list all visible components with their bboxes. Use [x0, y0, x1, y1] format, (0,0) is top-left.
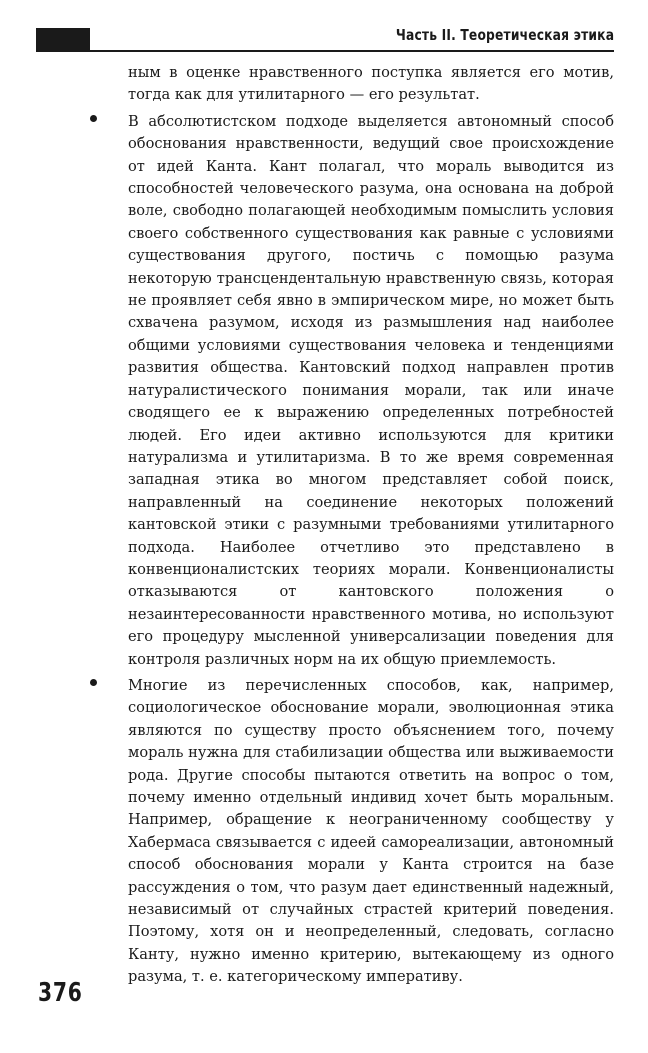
running-header [36, 24, 614, 52]
header-black-bar [36, 28, 90, 50]
continuation-paragraph: ным в оценке нравственного поступка является его мотив, тогда как для утилитарного — его результат. [128, 64, 614, 104]
bullet-paragraph-2: Многие из перечисленных способов, как, например, социологическое обоснование морали, эволюционная этика являются по существу просто объяснением того, почему мораль нужна для стабилизации общества или выживаемости рода. Другие способы пытаются ответить на вопрос о том, почему именно отдельный индивид хочет быть моральным. Например, обращение к неограниченному сообществу у Хабермаса связывается с идеей самореализации, автономный способ обоснования морали у Канта строится на базе рассуждения о том, что разум дает единственный надежный, независимый от случайных страстей критерий поведения. Поэтому, хотя он и неопределенный, следовать, согласно Канту, нужно именно критерию, вытекающему из одного разума, т. е. категорическому императиву. [128, 676, 614, 986]
bullet-paragraph-1: В абсолютистском подходе выделяется автономный способ обоснования нравственности, ведущий свое происхождение от идей Канта. Кант полагал, что мораль выводится из способностей человеческого разума, она основана на доброй воле, свободно полагающей необходимым помыслить условия своего собственного существования как равные с условиями существования другого, постичь с помощью разума некоторую трансцендентальную нравственную связь, которая не проявляет себя явно в эмпирическом мире, но может быть схвачена разумом, исходя из размышления над наиболее общими условиями существования человека и тенденциями развития общества. Кантовский подход направлен против натуралистического понимания морали, так или иначе сводящего ее к выражению определенных потребностей людей. Его идеи активно используются для критики натурализма и утилитаризма. В то же время современная западная этика во многом представляет собой поиск, направленный на соединение некоторых положений кантовской этики с разумными требованиями утилитарного подхода. Наиболее отчетливо это представлено в конвенционалистских теориях морали. Конвенционалисты отказываются от кантовского положения о незаинтересованности нравственного мотива, но используют его процедуру мысленной универсализации поведения для контроля различных норм на их общую приемлемость. [128, 112, 614, 668]
page-number: 376 [38, 978, 83, 1008]
header-title: Часть II. Теоретическая этика [395, 26, 614, 44]
page-body [128, 62, 614, 993]
bullet-icon [90, 679, 97, 686]
bullet-icon [90, 115, 97, 122]
list-item [128, 111, 614, 671]
list-item [128, 675, 614, 989]
